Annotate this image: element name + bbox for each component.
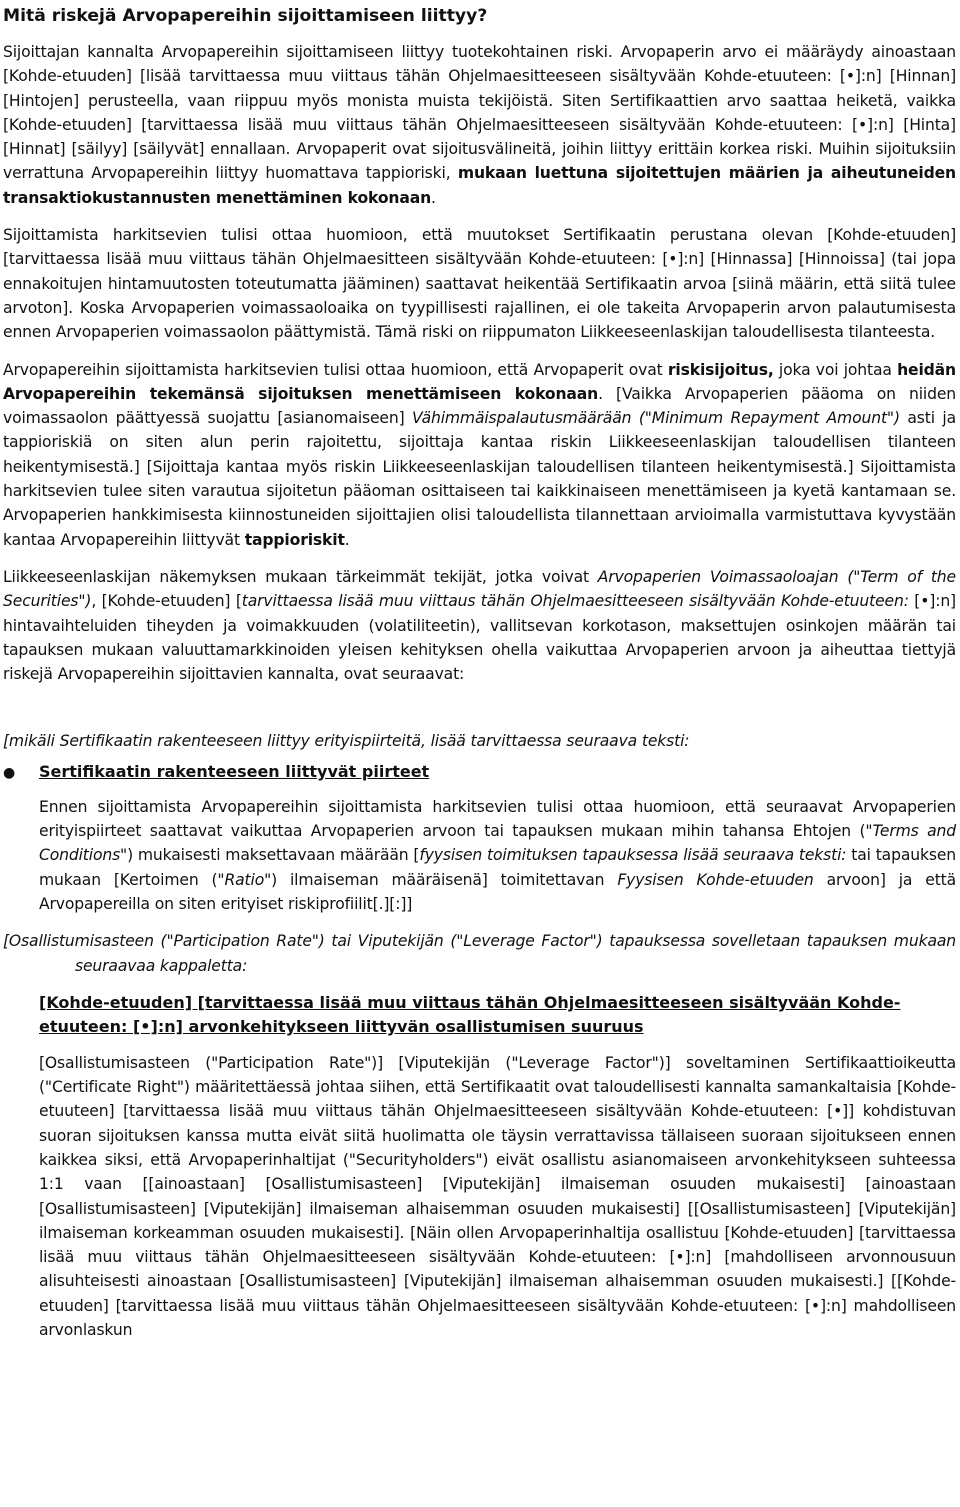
editorial-note: [mikäli Sertifikaatin rakenteeseen liittyy erityispiirteitä, lisää tarvittaessa seuraava teksti:	[3, 732, 690, 751]
bullet-heading-text: Sertifikaatin rakenteeseen liittyvät piirteet	[39, 761, 430, 781]
paragraph-structure-features: Ennen sijoittamista Arvopapereihin sijoittamista harkitsevien tulisi ottaa huomioon, että seuraavat Arvopaperien erityispiirteet saattavat vaikuttaa Arvopaperien arvoon tai tapauksen mukaan mihin tahansa Ehtojen ("Terms and Conditions") mukaisesti maksettavaan määrään [fyysisen toimituksen tapauksessa lisää seuraava teksti: tai tapauksen mukaan [Kertoimen ("Ratio") ilmaiseman määräisenä] toimitettavan Fyysisen Kohde-etuuden arvoon] ja että Arvopapereilla on siten erityiset riskiprofiilit[.][:]]	[39, 797, 957, 913]
section-heading: Mitä riskejä Arvopapereihin sijoittamiseen liittyy?	[3, 6, 488, 26]
participation-rate-note: [Osallistumisasteen ("Participation Rate") tai Viputekijän ("Leverage Factor") tapauksessa sovelletaan tapauksen mukaan seuraavaa kappaletta:	[3, 932, 956, 975]
paragraph-key-factors: Liikkeeseenlaskijan näkemyksen mukaan tärkeimmät tekijät, jotka voivat Arvopaperien Voimassaoloajan ("Term of the Securities"), [Kohde-etuuden] [tarvittaessa lisää muu viittaus tähän Ohjelmaesitteeseen sisältyvään Kohde-etuuteen: [•]:n] hintavaihteluiden tiheyden ja voimakkuuden (volatiliteetin), vallitsevan korkotason, maksettujen osinkojen määrän tai tapauksen mukaan valuuttamarkkinoiden yleisen kehityksen ohella vaikuttaa Arvopaperien arvoon ja aiheuttaa tiettyjä riskejä Arvopapereihin sijoittavien kannalta, ovat seuraavat:	[3, 567, 956, 684]
paragraph-product-risk: Sijoittajan kannalta Arvopapereihin sijoittamiseen liittyy tuotekohtainen riski. Arvopaperin arvo ei määräydy ainoastaan [Kohde-etuuden] [lisää tarvittaessa muu viittaus tähän Ohjelmaesitteeseen sisältyvään Kohde-etuuteen: [•]:n] [Hinnan] [Hintojen] perusteella, vaan riippuu myös monista muista tekijöistä. Siten Sertifikaattien arvo saattaa heiketä, vaikka [Kohde-etuuden] [tarvittaessa lisää muu viittaus tähän Ohjelmaesitteeseen sisältyvään Kohde-etuuteen: [•]:n] [Hinta] [Hinnat] [säilyy] [säilyvät] ennallaan. Arvopaperit ovat sijoitusvälineitä, joihin liittyy erittäin korkea riski. Muihin sijoituksiin verrattuna Arvopapereihin liittyy huomattava tappioriski, mukaan luettuna sijoitettujen määrien ja aiheutuneiden transaktiokustannusten menettäminen kokonaan.	[3, 43, 956, 207]
subsection-heading: [Kohde-etuuden] [tarvittaessa lisää muu viittaus tähän Ohjelmaesitteeseen sisältyvään Kohde-etuuteen: [•]:n] arvonkehitykseen liittyvän osallistumisen suuruus	[39, 992, 901, 1036]
blank-space	[3, 699, 956, 729]
paragraph-participation: [Osallistumisasteen ("Participation Rate")] [Viputekijän ("Leverage Factor")] soveltaminen Sertifikaattioikeutta ("Certificate Right") määritettäessä johtaa siihen, että Sertifikaatit ovat taloudellisesti kannalta samankaltaisia [Kohde-etuuteen] [tarvittaessa lisää muu viittaus tähän Ohjelmaesitteeseen sisältyvään Kohde-etuuteen: [•]] kohdistuvan suoran sijoituksen kanssa mutta eivät siitä huolimatta ole täysin verrattavissa tällaiseen suoraan sijoitukseen ennen kaikkea siksi, että Arvopaperinhaltijat ("Securityholders") eivät osallistu asianomaiseen arvonkehitykseen suhteessa 1:1 vaan [[ainoastaan] [Osallistumisasteen] [Viputekijän] ilmaiseman osuuden mukaisesti] [ainoastaan [Osallistumisasteen] [Viputekijän] ilmaiseman alhaisemman osuuden mukaisesti] [[Osallistumisasteen] [Viputekijän] ilmaiseman korkeamman osuuden mukaisesti]. [Näin ollen Arvopaperinhaltija osallistuu [Kohde-etuuden] [tarvittaessa lisää muu viittaus tähän Ohjelmaesitteeseen sisältyvään Kohde-etuuteen: [•]:n] [mahdolliseen arvonnousuun alisuhteisesti ainoastaan [Osallistumisasteen] [Viputekijän] ilmaiseman alhaisemman osuuden mukaisesti.] [[Kohde-etuuden] [tarvittaessa lisää muu viittaus tähän Ohjelmaesitteeseen sisältyvään Kohde-etuuteen: [•]:n] mahdolliseen arvonlaskun	[39, 1053, 956, 1340]
bullet-icon: ●	[3, 764, 16, 781]
bullet-heading	[3, 760, 956, 785]
paragraph-risk-investment: Arvopapereihin sijoittamista harkitsevien tulisi ottaa huomioon, että Arvopaperit ovat riskisijoitus, joka voi johtaa heidän Arvopapereihin tekemänsä sijoituksen menettämiseen kokonaan. [Vaikka Arvopaperien pääoma on niiden voimassaolon päättyessä suojattu [asianomaiseen] Vähimmäispalautusmäärään ("Minimum Repayment Amount") asti ja tappioriskiä on siten alun perin rajoitettu, sijoittaja kantaa riskin Liikkeeseenlaskijan taloudellisen tilanteen heikentymisestä.] [Sijoittaja kantaa myös riskin Liikkeeseenlaskijan taloudellisen tilanteen heikentymisestä.] Sijoittamista harkitsevien tulee siten varautua sijoitetun pääoman osittaiseen tai kaikkinaiseen menettämiseen ja kyetä kantamaan se. Arvopaperien hankkimisesta kiinnostuneiden sijoittajien olisi taloudellista tilannettaan arvioimalla varmistuttava kyvystään kantaa Arvopapereihin liittyvät tappioriskit.	[3, 360, 957, 549]
paragraph-price-changes: Sijoittamista harkitsevien tulisi ottaa huomioon, että muutokset Sertifikaatin perustana olevan [Kohde-etuuden] [tarvittaessa lisää muu viittaus tähän Ohjelmaesitteen sisältyvään Kohde-etuuteen: [•]:n] [Hinnassa] [Hinnoissa] (tai jopa ennakoitujen hintamuutosten toteutumatta jääminen) saattavat heikentää Sertifikaatin arvoa [siinä määrin, että siitä tulee arvoton]. Koska Arvopaperien voimassaoloaika on tyypillisesti rajallinen, ei ole takeita Arvopaperin arvon palautumisesta ennen Arvopaperien voimassaolon päättymistä. Tämä riski on riippumaton Liikkeeseenlaskijan taloudellisesta tilanteesta.	[3, 226, 956, 342]
